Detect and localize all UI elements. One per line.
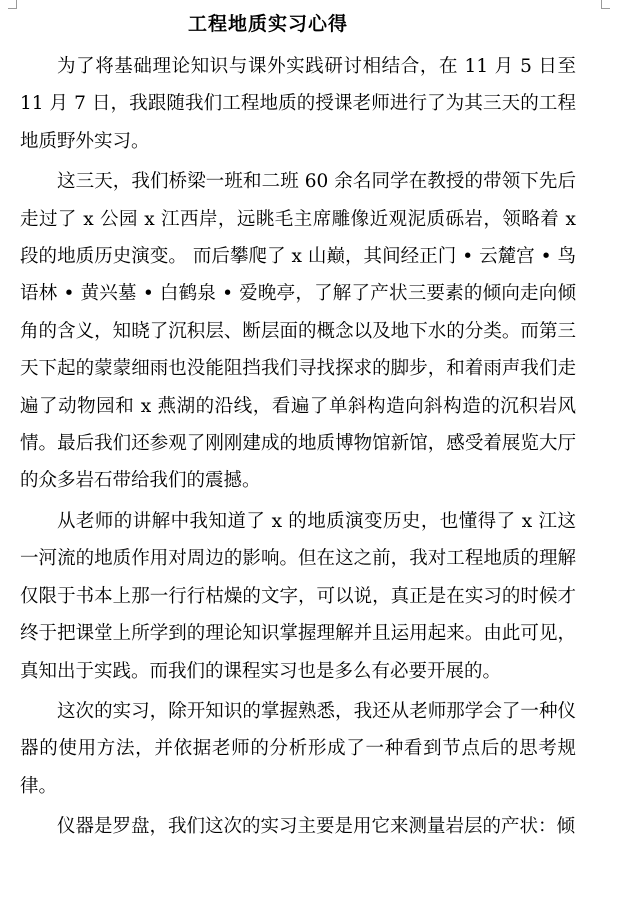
page-corner-mark-left bbox=[8, 0, 17, 9]
paragraph: 仪器是罗盘，我们这次的实习主要是用它来测量岩层的产状：倾 bbox=[57, 816, 576, 838]
paragraph: 从老师的讲解中我知道了 x 的地质演变历史，也懂得了 x 江这一河流的地质作用对周边的影响。但在这之前，我对工程地质的理解仅限于书本上那一行行枯燥的文字，可以说，真正是在实习的时候才终于把课堂上所学到的理论知识掌握理解并且运用起来。由此可见，真知出于实践。而我们的课程实习也是多么有必要开展的。 bbox=[20, 510, 576, 682]
document-title: 工程地质实习心得 bbox=[187, 13, 348, 35]
paragraph: 这次的实习，除开知识的掌握熟悉，我还从老师那学会了一种仪器的使用方法，并依据老师的分析形成了一种看到节点后的思考规律。 bbox=[20, 700, 576, 797]
paragraph: 这三天，我们桥梁一班和二班 60 余名同学在教授的带领下先后走过了 x 公园 x 江西岸，远眺毛主席雕像近观泥质砾岩，领略着 x 段的地质历史演变。 而后攀爬了 x 山巅，其间经正门 • 云麓宫 • 鸟语林 • 黄兴墓 • 白鹤泉 • 爱晚亭，了解了产状三要素的倾向走向倾角的含义，知晓了沉积层、断层面的概念以及地下水的分类。而第三天下起的蒙蒙细雨也没能阻挡我们寻找探求的脚步，和着雨声我们走遍了动物园和 x 燕湖的沿线，看遍了单斜构造向斜构造的沉积岩风情。最后我们还参观了刚刚建成的地质博物馆新馆，感受着展览大厅的众多岩石带给我们的震撼。 bbox=[20, 171, 576, 492]
paragraph: 为了将基础理论知识与课外实践研讨相结合，在 11 月 5 日至 11 月 7 日，我跟随我们工程地质的授课老师进行了为其三天的工程地质野外实习。 bbox=[20, 56, 576, 152]
page-corner-mark-right bbox=[601, 0, 610, 9]
document-page bbox=[20, 10, 576, 849]
